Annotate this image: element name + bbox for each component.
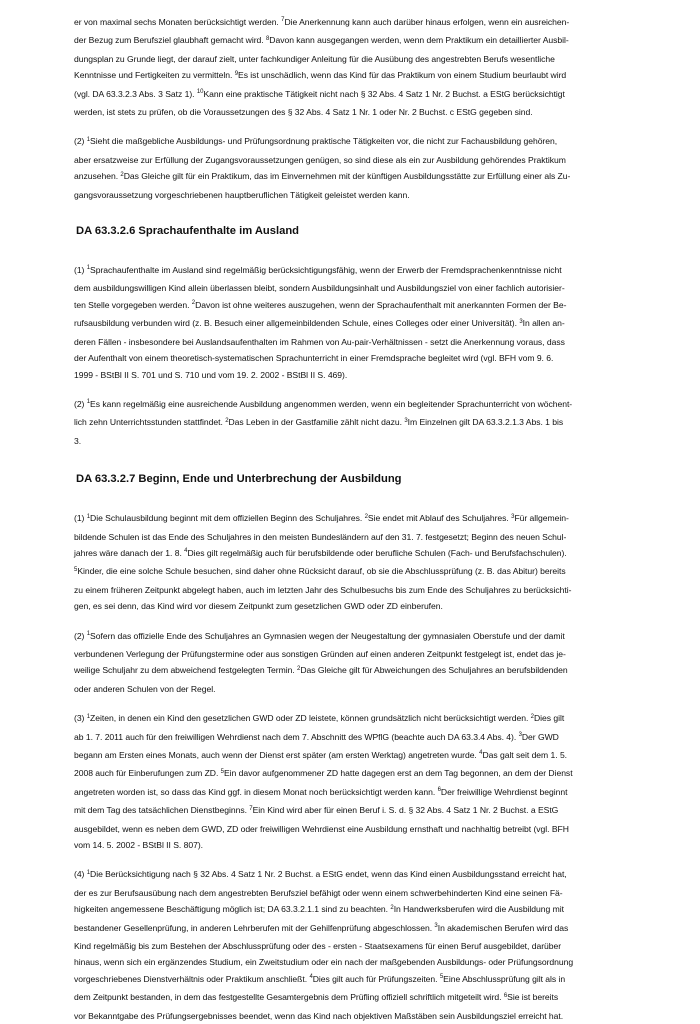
text-line: ausgebildet, wenn es neben dem GWD, ZD oder freiwilligen Wehrdienst eine Ausbildung ernsthaft und nachhaltig betreibt (vgl. BFH xyxy=(74,823,569,834)
sentence-number: 7 xyxy=(249,805,253,812)
text-line: mit dem Tag des tatsächlichen Dienstbeginns. $^7$Ein Kind wird aber für einen Beruf i. S. d. § 32 Abs. 4 Satz 1 Nr. 2 Buchst. a EStG xyxy=(74,805,559,816)
text-line: bestandener Gesellenprüfung, in anderen Lehrberufen mit der Gehilfenprüfung abgeschlossen. $^3$In akademischen Berufen wird das xyxy=(74,922,569,933)
text-line: $^5$Kinder, die eine solche Schule besuchen, sind daher ohne Rücksicht darauf, ob sie die Abschlussprüfung (z. B. das Abitur) bereits xyxy=(74,566,566,577)
text-line: angetreten worden ist, so dass das Kind ggf. in diesem Monat noch berücksichtigt werden kann. $^6$Der freiwillige Wehrdienst beginnt xyxy=(74,786,568,797)
sentence-number: 5 xyxy=(439,974,444,981)
text-line: (1) $^1$Sprachaufenthalte im Ausland sind regelmäßig berücksichtigungsfähig, wenn der Erwerb der Fremdsprachenkenntnisse nicht xyxy=(74,265,562,276)
sentence-number: 3 xyxy=(519,318,523,325)
sentence-number: 5 xyxy=(74,566,78,573)
text-line: deren Fällen - insbesondere bei Auslandsaufenthalten im Rahmen von Au-pair-Verhältnissen - setzt die Anerkennung voraus, dass xyxy=(74,336,565,347)
sentence-number: 2 xyxy=(530,713,534,720)
text-line: dungsplan zu Grunde liegt, der darauf zielt, unter fachkundiger Anleitung für die Ausübung des angestrebten Berufs wesentliche xyxy=(74,53,555,64)
text-line: (vgl. DA 63.3.2.3 Abs. 3 Satz 1). $^{10}$Kann eine praktische Tätigkeit nicht nach § 32 Abs. 4 Satz 1 Nr. 2 Buchst. a EStG berücksichtigt xyxy=(74,88,565,99)
sentence-number: 1 xyxy=(86,869,91,876)
sentence-number: 5 xyxy=(220,768,224,775)
text-line: gangsvoraussetzung vorgeschriebenen hauptberuflichen Tätigkeit geleistet werden kann. xyxy=(74,189,410,200)
sentence-number: 4 xyxy=(309,974,313,981)
text-line: dem ausbildungswilligen Kind allein überlassen bleibt, sondern Ausbildungsinhalt und Ausbildungsziel von einer fachlich autorisier- xyxy=(74,283,565,294)
sentence-number: 8 xyxy=(265,35,270,42)
sentence-number: 2 xyxy=(390,904,394,911)
sentence-number: 1 xyxy=(86,630,91,637)
text-line: (2) $^1$Sieht die maßgebliche Ausbildungs- und Prüfungsordnung praktische Tätigkeiten vor, die nicht zur Fachausbildung gehören, xyxy=(74,136,558,147)
text-line: zu einem früheren Zeitpunkt abgelegt haben, auch im letzten Jahr des Schulbesuchs bis zum Ende des Schuljahres zu berücksichti- xyxy=(74,584,572,595)
text-line: vorgeschriebenes Dienstverhältnis oder Praktikum anschließt. $^4$Dies gilt auch für Prüfungszeiten. $^5$Eine Abschlussprüfung gilt als in xyxy=(74,973,566,984)
sentence-number: 6 xyxy=(437,787,441,794)
text-line: Kenntnisse und Fertigkeiten zu vermitteln. $^9$Es ist unschädlich, wenn das Kind für das Praktikum von einem Studium beurlaubt wird xyxy=(74,70,567,81)
text-line: werden, ist stets zu prüfen, ob die Voraussetzungen des § 32 Abs. 4 Satz 1 Nr. 1 oder Nr. 2 Buchst. c EStG gegeben sind. xyxy=(74,107,533,118)
paragraph-sprachaufenthalte-1 xyxy=(74,262,624,383)
sentence-number: 3 xyxy=(518,732,522,738)
section-heading-beginn-ende: DA 63.3.2.7 Beginn, Ende und Unterbrechung der Ausbildung xyxy=(76,473,402,486)
text-line: ten Stelle vorgegeben werden. $^2$Davon ist ohne weiteres auszugehen, wenn der Sprachaufenthalt mit anerkannten Formen der Be- xyxy=(74,299,567,310)
text-line: lich zehn Unterrichtsstunden stattfindet. $^2$Das Leben in der Gastfamilie zählt nicht dazu. $^3$Im Einzelnen gilt DA 63.3.2.1.3 Abs. 1 bis xyxy=(74,417,564,428)
text-line: verbundenen Verlegung der Prüfungstermine oder aus sonstigen Gründen auf einen anderen Zeitpunkt festgelegt ist, endet das je- xyxy=(74,648,566,659)
text-line: 2008 auch für Einberufungen zum ZD. $^5$Ein davor aufgenommener ZD hatte dagegen erst an dem Tag begonnen, an dem der Dienst xyxy=(74,768,573,779)
paragraph-praktikum-2 xyxy=(74,133,624,203)
text-line: higkeiten angemessene Beschäftigung möglich ist; DA 63.3.2.1.1 sind zu beachten. $^2$In Handwerksberufen wird die Ausbildung mit xyxy=(74,904,564,915)
paragraph-beginn-4 xyxy=(74,866,624,1024)
text-line: vom 14. 5. 2002 - BStBl II S. 807). xyxy=(74,840,204,851)
sentence-number: 3 xyxy=(404,417,408,424)
sentence-number: 2 xyxy=(297,665,301,672)
sentence-number: 2 xyxy=(364,513,368,520)
paragraph-praktikum-continued xyxy=(74,14,624,120)
paragraph-sprachaufenthalte-2 xyxy=(74,396,624,449)
text-line: oder anderen Schulen von der Regel. xyxy=(74,683,216,694)
text-line: gen, es sei denn, das Kind wird vor diesem Zeitpunkt zum gesetzlichen GWD oder ZD einberufen. xyxy=(74,601,443,612)
sentence-number: 1 xyxy=(86,136,91,143)
text-line: anzusehen. $^2$Das Gleiche gilt für ein Praktikum, das im Einvernehmen mit der künftigen Ausbildungsstätte zur Erfüllung einer als Zu- xyxy=(74,171,571,182)
sentence-number: 10 xyxy=(196,89,204,96)
text-line: der Bezug zum Berufsziel glaubhaft gemacht wird. $^8$Davon kann ausgegangen werden, wenn dem Praktikum ein detaillierter Ausbil- xyxy=(74,35,569,46)
text-line: (2) $^1$Sofern das offizielle Ende des Schuljahres an Gymnasien wegen der Neugestaltung der gymnasialen Oberstufe und der damit xyxy=(74,630,565,641)
text-line: aber ersatzweise zur Erfüllung der Zugangsvoraussetzungen genügen, so sind diese als ein zur Ausbildung gehörendes Praktikum xyxy=(74,154,566,165)
text-line: der Aufenthalt von einem theoretisch-systematischen Sprachunterricht in einer Fremdsprache begleitet wird (vgl. BFH vom 9. 6. xyxy=(74,353,554,364)
sentence-number: 1 xyxy=(86,399,91,406)
sentence-number: 1 xyxy=(86,713,91,720)
sentence-number: 3 xyxy=(511,513,515,520)
paragraph-beginn-1 xyxy=(74,510,624,614)
text-line: vor Bekanntgabe des Prüfungsergebnisses beendet, wenn das Kind nach objektiven Maßstäben sein Ausbildungsziel erreicht hat. xyxy=(74,1010,564,1021)
paragraph-beginn-2 xyxy=(74,628,624,698)
sentence-number: 2 xyxy=(120,171,124,178)
text-line: ab 1. 7. 2011 auch für den freiwilligen Wehrdienst nach dem 7. Abschnitt des WPflG (beachte auch DA 63.3.4 Abs. 4). $^3$Der GWD xyxy=(74,731,559,742)
section-heading-sprachaufenthalte: DA 63.3.2.6 Sprachaufenthalte im Ausland xyxy=(76,225,299,238)
text-line: 3. xyxy=(74,435,82,446)
text-line: begann am Ersten eines Monats, auch wenn der Dienst erst später (am ersten Werktag) angetreten wurde. $^4$Das galt seit dem 1. 5. xyxy=(74,750,568,760)
sentence-number: 2 xyxy=(225,417,229,424)
text-line: (1) $^1$Die Schulausbildung beginnt mit dem offiziellen Beginn des Schuljahres. $^2$Sie endet mit Ablauf des Schuljahres. $^3$Für allgemein- xyxy=(74,513,569,524)
text-line: er von maximal sechs Monaten berücksichtigt werden. $^7$Die Anerkennung kann auch darüber hinaus erfolgen, wenn ein ausreichen- xyxy=(74,17,570,27)
sentence-number: 6 xyxy=(503,992,508,999)
text-line: rufsausbildung verbunden wird (z. B. Besuch einer allgemeinbildenden Schule, eines Colleges oder einer Universität). $^3$In allen an- xyxy=(74,318,565,329)
sentence-number: 3 xyxy=(434,923,438,930)
text-line: (3) $^1$Zeiten, in denen ein Kind den gesetzlichen GWD oder ZD leistete, können grundsätzlich nicht berücksichtigt werden. $^2$Dies gilt xyxy=(74,713,565,724)
sentence-number: 1 xyxy=(86,265,91,272)
text-line: bildende Schulen ist das Ende des Schuljahres in den meisten Bundesländern auf den 31. 7. festgesetzt; Beginn des neuen Schul- xyxy=(74,531,567,542)
text-line: der es zur Berufsausübung nach dem angestrebten Berufsziel befähigt oder wenn einem schwerbehinderten Kind eine seinen Fä- xyxy=(74,887,563,898)
sentence-number: 9 xyxy=(234,70,239,77)
text-line: hinaus, wenn sich ein ergänzendes Studium, ein Zweitstudium oder ein nach der maßgebenden Ausbildungs- oder Prüfungsordnung xyxy=(74,957,574,968)
sentence-number: 4 xyxy=(479,750,483,757)
text-line: 1999 - BStBl II S. 701 und S. 710 und vom 19. 2. 2002 - BStBl II S. 469). xyxy=(74,369,348,380)
sentence-number: 4 xyxy=(184,548,188,555)
text-line: Kind regelmäßig bis zum Bestehen der Abschlussprüfung oder des - ersten - Staatsexamens für einen Beruf ausgebildet, darüber xyxy=(74,941,562,952)
sentence-number: 1 xyxy=(86,513,91,520)
paragraph-beginn-3 xyxy=(74,710,624,853)
text-line: weilige Schuljahr zu dem abweichend festgelegten Termin. $^2$Das Gleiche gilt für Abweichungen des Schuljahres an berufsbildenden xyxy=(74,665,568,676)
text-line: (2) $^1$Es kann regelmäßig eine ausreichende Ausbildung angenommen werden, wenn ein begleitender Sprachunterricht von wöchent- xyxy=(74,398,573,409)
text-line: dem Zeitpunkt bestanden, in dem das festgestellte Gesamtergebnis dem Prüfling offiziell schriftlich mitgeteilt wird. $^6$Sie ist bereits xyxy=(74,992,559,1003)
sentence-number: 7 xyxy=(281,17,285,24)
sentence-number: 2 xyxy=(191,300,196,307)
text-line: (4) $^1$Die Berücksichtigung nach § 32 Abs. 4 Satz 1 Nr. 2 Buchst. a EStG endet, wenn das Kind einen Ausbildungsstand erreicht hat, xyxy=(74,869,567,880)
text-line: jahres wäre danach der 1. 8. $^4$Dies gilt regelmäßig auch für berufsbildende oder berufliche Schulen (Fach- und Berufsfachschulen). xyxy=(74,547,567,558)
